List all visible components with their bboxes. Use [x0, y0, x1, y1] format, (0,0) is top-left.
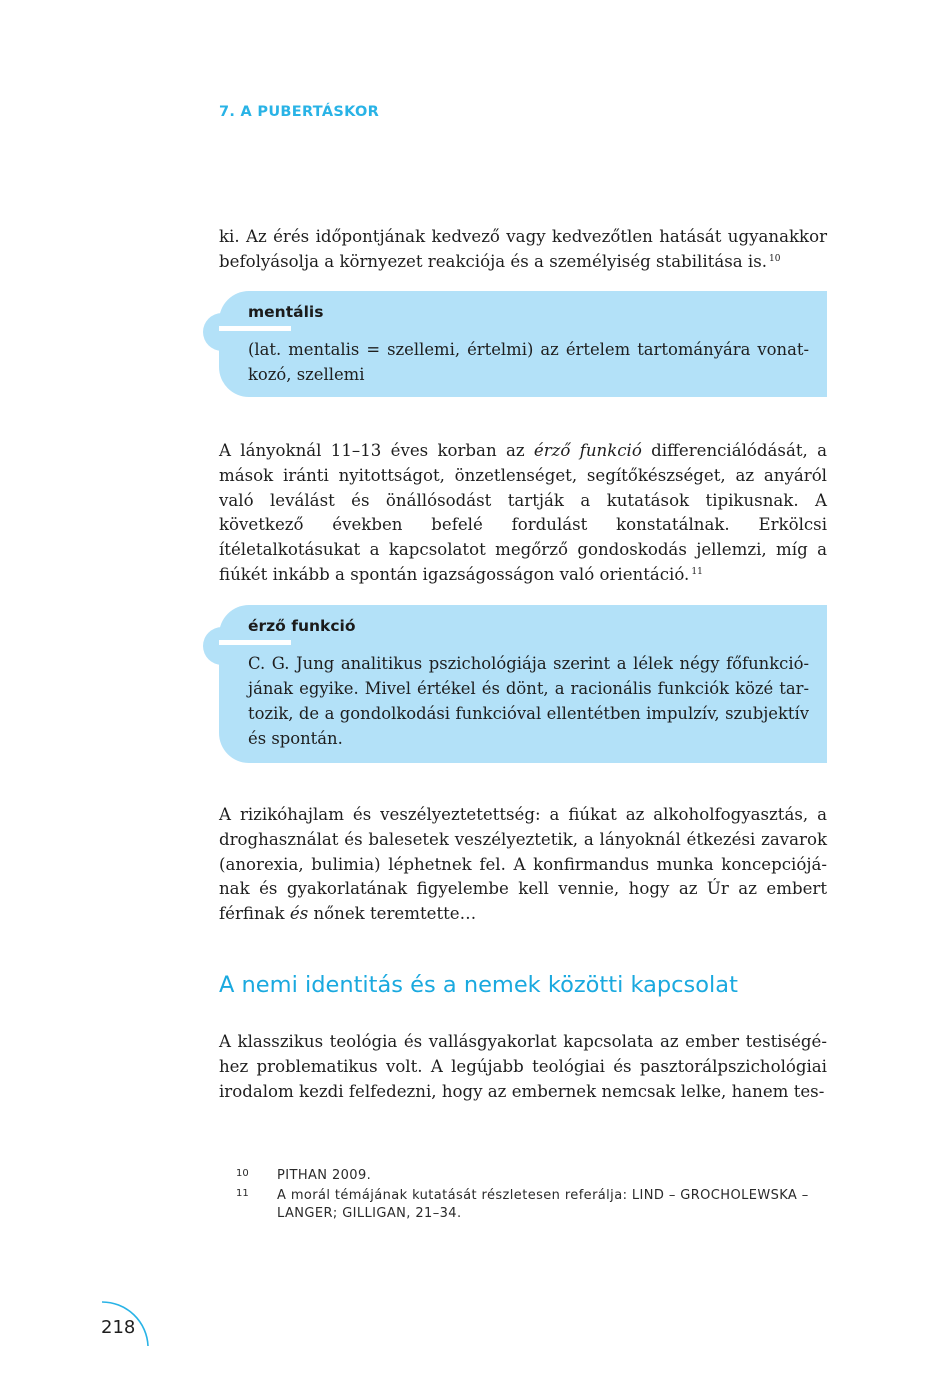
body-paragraph [219, 225, 827, 275]
footnote [236, 1187, 827, 1223]
glossary-tab-decoration [203, 627, 245, 665]
footnote-number: 10 [236, 1168, 249, 1179]
footnote-text: PITHAN 2009. [277, 1168, 372, 1183]
body-paragraph: A klasszikus teológia és vallásgyakorlat kapcsolata az ember testiségéhez problematikus volt. A legújabb teológiai és pasztorálpszichológiai irodalom kezdi felfedezni, hogy az embernek nemcsak lelke, hanem tes- [219, 1032, 827, 1101]
footnote-ref[interactable]: 10 [769, 253, 781, 264]
glossary-definition: C. G. Jung analitikus pszichológiája szerint a lélek négy főfunkciójának egyike. Mivel értékel és dönt, a racionális funkciók közé tartozik, de a gondolkodási funkcióval ellentétben impulzív, szubjektív és spontán. [248, 654, 809, 748]
body-paragraph [219, 803, 827, 927]
running-head: 7. A PUBERTÁSKOR [219, 104, 380, 120]
glossary-definition: (lat. mentalis = szellemi, értelmi) az értelem tartományára vonatkozó, szellemi [248, 340, 809, 384]
paragraph-text: differenciálódását, a mások iránti nyitottságot, önzetlenséget, segítőkészséget, az anyáról való leválást és önállósodást tartják a kutatások tipikusnak. A következő években befelé fordulást konstatálnak. Erkölcsi ítéletalkotásukat a kapcsolatot megőrző gondoskodás jellemzi, míg a fiúkét inkább a spontán igazságosságon való orientáció. [219, 441, 827, 584]
glossary-term: mentális [248, 303, 324, 321]
body-paragraph [219, 439, 827, 588]
glossary-box [219, 605, 827, 763]
paragraph-text: nőnek teremtette… [308, 904, 477, 924]
footnotes [236, 1167, 827, 1225]
footnote-text: A morál témájának kutatását részletesen referálja: LIND – GROCHOLEWSKA – LANGER; GILLIGAN, 21–34. [277, 1188, 809, 1221]
footnote [236, 1167, 827, 1185]
footnote-ref[interactable]: 11 [691, 566, 703, 577]
glossary-term: érző funkció [248, 617, 356, 635]
emphasized-term: érző funkció [533, 441, 642, 460]
glossary-tab-decoration [203, 313, 245, 351]
section-heading: A nemi identitás és a nemek közötti kapcsolat [219, 972, 738, 998]
paragraph-text: A lányoknál 11–13 éves korban az [219, 441, 534, 460]
page-number: 218 [101, 1317, 136, 1338]
paragraph-text: ki. Az érés időpontjának kedvező vagy kedvezőtlen hatását ugyanakkor befolyásolja a környezet reakciója és a személyiség stabilitása is. [219, 227, 827, 271]
glossary-box [219, 291, 827, 397]
footnote-number: 11 [236, 1188, 249, 1199]
emphasized-word: és [289, 904, 309, 924]
paragraph-text: A rizikóhajlam és veszélyeztetettség: a fiúkat az alkoholfogyasztás, a droghasználat és balesetek veszélyeztetik, a lányoknál étkezési zavarok (anorexia, bulimia) léphetnek fel. A konfirmandus munka koncepciójának és gyakorlatának figyelembe kell vennie, hogy az Úr az embert férfinak [219, 805, 827, 924]
